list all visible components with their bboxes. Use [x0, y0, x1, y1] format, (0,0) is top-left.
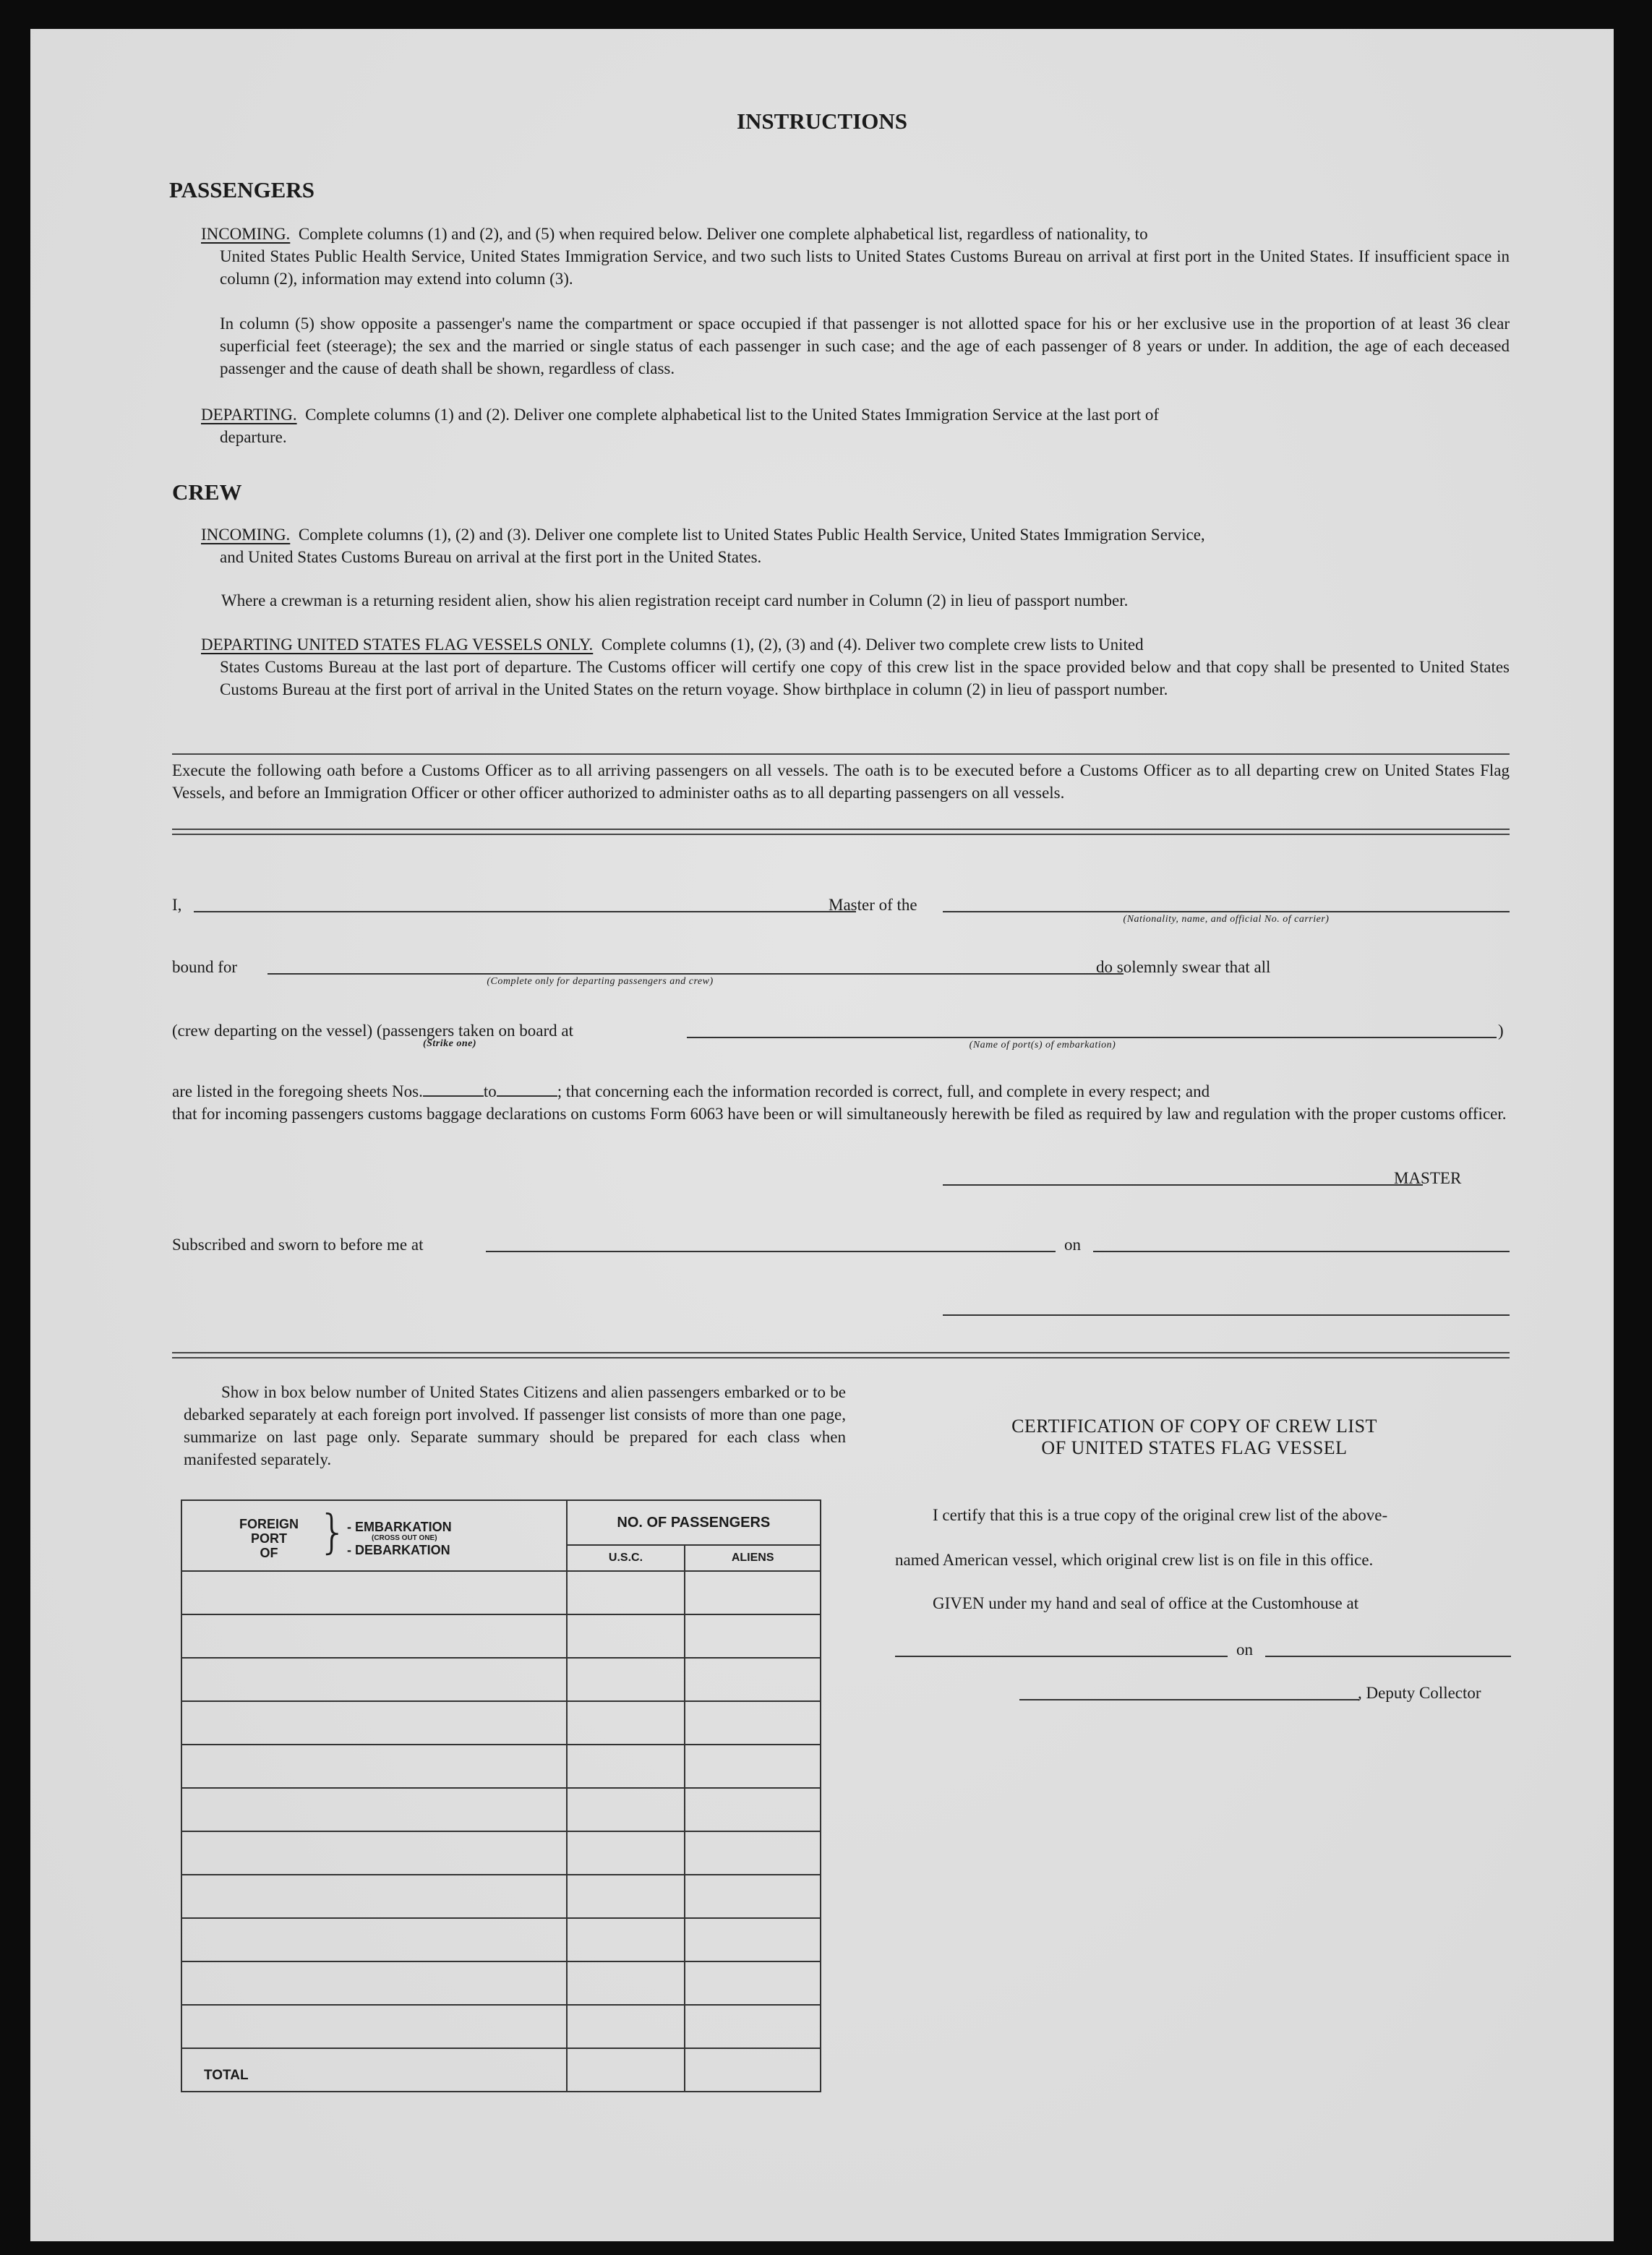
double-rule-2	[172, 1352, 1510, 1358]
resident-alien-note: Where a crewman is a returning resident alien, show his alien registration receipt card number in Column (2) in lieu of passport number.	[221, 591, 1129, 609]
passengers-heading: PASSENGERS	[169, 177, 314, 202]
table-row	[181, 1961, 821, 2005]
aliens-cell[interactable]	[685, 1658, 821, 1701]
port-summary-table	[181, 1499, 821, 2092]
crew-departing-text: Complete columns (1), (2), (3) and (4). Deliver two complete crew lists to United	[601, 636, 1144, 654]
usc-header: U.S.C.	[567, 1545, 685, 1571]
aliens-cell[interactable]	[685, 1961, 821, 2005]
table-row	[181, 1658, 821, 1701]
crew-heading: CREW	[172, 479, 242, 505]
port-cell[interactable]	[181, 2005, 567, 2048]
table-row	[181, 1918, 821, 1961]
crew-incoming-rest: and United States Customs Bureau on arrival at the first port in the United States.	[220, 548, 762, 566]
page-title: INSTRUCTIONS	[736, 108, 907, 134]
divider-line	[172, 753, 1510, 755]
usc-total-cell[interactable]	[567, 2048, 685, 2092]
aliens-cell[interactable]	[685, 1788, 821, 1831]
certification-on-label: on	[1236, 1640, 1253, 1659]
subscribed-label: Subscribed and sworn to before me at	[172, 1236, 424, 1254]
sworn-place-field[interactable]	[486, 1251, 1056, 1252]
crew-incoming-text: Complete columns (1), (2) and (3). Deliver one complete list to United States Public Health Service, United States Immigration Service,	[298, 526, 1205, 544]
crew-departing-label: DEPARTING UNITED STATES FLAG VESSELS ONLY.	[201, 636, 594, 654]
embarkation-label: - EMBARKATION	[347, 1520, 452, 1534]
listed-to: to	[483, 1082, 497, 1100]
port-cell[interactable]	[181, 1701, 567, 1745]
table-row	[181, 1614, 821, 1658]
total-row	[181, 2048, 821, 2092]
aliens-cell[interactable]	[685, 1571, 821, 1614]
crew-departing-line1	[201, 633, 1510, 656]
listed-text-b: ; that concerning each the information recorded is correct, full, and complete in every respect; and	[557, 1082, 1210, 1100]
table-row	[181, 1831, 821, 1875]
usc-cell[interactable]	[567, 1701, 685, 1745]
crew-departing-option: (crew departing on the vessel) (passengers taken on board at	[172, 1022, 573, 1040]
port-cell[interactable]	[181, 1658, 567, 1701]
given-line: GIVEN under my hand and seal of office at the Customhouse at	[933, 1594, 1359, 1612]
document-sheet	[30, 29, 1614, 2241]
sheet-to-field[interactable]	[497, 1095, 557, 1097]
deputy-collector-label: , Deputy Collector	[1358, 1684, 1481, 1702]
oath-instructions: Execute the following oath before a Customs Officer as to all arriving passengers on all vessels. The oath is to be executed before a Customs Officer as to all departing crew on United States Flag Vessels, and before an Immigration Officer or other officer authorized to administer oaths as to all departing passengers on all vessels.	[172, 761, 1510, 802]
port-cell[interactable]	[181, 1961, 567, 2005]
listed-line	[172, 1080, 1510, 1103]
certification-date-field[interactable]	[1265, 1656, 1511, 1657]
embarkation-caption: (Name of port(s) of embarkation)	[969, 1040, 1116, 1051]
total-label: TOTAL	[181, 2048, 567, 2092]
foreign-port-of	[226, 1517, 312, 1560]
master-of-the-label: Master of the	[829, 896, 917, 914]
debarkation-label: - DEBARKATION	[347, 1543, 450, 1557]
usc-cell[interactable]	[567, 1961, 685, 2005]
table-row	[181, 1701, 821, 1745]
usc-cell[interactable]	[567, 1745, 685, 1788]
sheet-from-field[interactable]	[423, 1095, 484, 1097]
sworn-date-field[interactable]	[1093, 1251, 1510, 1252]
double-rule	[172, 829, 1510, 835]
passengers-incoming-label: INCOMING.	[201, 225, 291, 243]
certification-title-line2: OF UNITED STATES FLAG VESSEL	[1041, 1437, 1348, 1458]
aliens-cell[interactable]	[685, 1745, 821, 1788]
passengers-departing-line1	[201, 403, 1510, 426]
brace-icon: }	[318, 1506, 348, 1559]
customhouse-field[interactable]	[895, 1656, 1228, 1657]
master-name-field[interactable]	[194, 911, 856, 912]
of-label: OF	[260, 1546, 278, 1560]
usc-cell[interactable]	[567, 1788, 685, 1831]
aliens-cell[interactable]	[685, 1918, 821, 1961]
aliens-total-cell[interactable]	[685, 2048, 821, 2092]
aliens-cell[interactable]	[685, 1701, 821, 1745]
passengers-departing-label: DEPARTING.	[201, 406, 297, 424]
aliens-cell[interactable]	[685, 1875, 821, 1918]
usc-cell[interactable]	[567, 1875, 685, 1918]
usc-cell[interactable]	[567, 1571, 685, 1614]
oath-i-label: I,	[172, 896, 182, 914]
port-header-cell	[181, 1500, 567, 1571]
no-of-passengers-header: NO. OF PASSENGERS	[567, 1500, 821, 1545]
port-cell[interactable]	[181, 1831, 567, 1875]
port-cell[interactable]	[181, 1571, 567, 1614]
master-label: MASTER	[1394, 1169, 1462, 1187]
carrier-caption: (Nationality, name, and official No. of carrier)	[1123, 914, 1330, 925]
crew-incoming-label: INCOMING.	[201, 526, 291, 544]
certification-title-line1: CERTIFICATION OF COPY OF CREW LIST	[1011, 1416, 1377, 1437]
table-row	[181, 2005, 821, 2048]
foreign-label: FOREIGN	[239, 1517, 299, 1531]
carrier-field[interactable]	[943, 911, 1510, 912]
aliens-cell[interactable]	[685, 1614, 821, 1658]
usc-cell[interactable]	[567, 1658, 685, 1701]
usc-cell[interactable]	[567, 1918, 685, 1961]
port-cell[interactable]	[181, 1614, 567, 1658]
swear-label: do solemnly swear that all	[1096, 958, 1271, 976]
listed-text-a: are listed in the foregoing sheets Nos.	[172, 1082, 423, 1100]
port-cell[interactable]	[181, 1788, 567, 1831]
crew-incoming-line1	[201, 523, 1510, 546]
table-row	[181, 1571, 821, 1614]
listed-rest: that for incoming passengers customs baggage declarations on customs Form 6063 have been or will simultaneously herewith be filed as required by law and regulation with the proper customs officer.	[172, 1105, 1507, 1123]
certify-line1: I certify that this is a true copy of the original crew list of the above-	[933, 1506, 1388, 1524]
strike-one-caption: (Strike one)	[422, 1038, 477, 1049]
column5-note: In column (5) show opposite a passenger's name the compartment or space occupied if that passenger is not allotted space for his or her exclusive use in the proportion of at least 36 clear superficial feet (steerage); the sex and the married or single status of each passenger in such case; and the age of each passenger of 8 years or under. In addition, the age of each deceased passenger and the cause of death shall be shown, regardless of class.	[220, 314, 1510, 377]
port-cell[interactable]	[181, 1875, 567, 1918]
summary-note: Show in box below number of United States Citizens and alien passengers embarked or to be debarked separately at each foreign port involved. If passenger list consists of more than one page, summarize on last page only. Separate summary should be prepared for each class when manifested separately.	[184, 1383, 846, 1468]
passengers-incoming-line1	[201, 223, 1510, 245]
bound-for-label: bound for	[172, 958, 238, 976]
deputy-signature-field[interactable]	[1019, 1699, 1359, 1700]
port-label: PORT	[250, 1531, 287, 1546]
port-cell[interactable]	[181, 1918, 567, 1961]
passengers-incoming-text: Complete columns (1) and (2), and (5) when required below. Deliver one complete alphabetical list, regardless of nationality, to	[298, 225, 1148, 243]
bound-for-caption: (Complete only for departing passengers and crew)	[487, 976, 714, 987]
passengers-departing-rest: departure.	[220, 428, 287, 446]
aliens-cell[interactable]	[685, 1831, 821, 1875]
bound-for-field[interactable]	[268, 973, 1124, 975]
usc-cell[interactable]	[567, 2005, 685, 2048]
table-row	[181, 1875, 821, 1918]
passengers-incoming-rest: United States Public Health Service, United States Immigration Service, and two such lists to United States Customs Bureau on arrival at first port in the United States. If insufficient space in column (2), information may extend into column (3).	[220, 247, 1510, 288]
aliens-header: ALIENS	[685, 1545, 821, 1571]
aliens-cell[interactable]	[685, 2005, 821, 2048]
certify-line2: named American vessel, which original crew list is on file in this office.	[895, 1551, 1374, 1569]
embarkation-port-field[interactable]	[687, 1037, 1497, 1038]
sworn-on-label: on	[1064, 1236, 1081, 1254]
cross-out-one-label: (CROSS OUT ONE)	[372, 1534, 437, 1542]
usc-cell[interactable]	[567, 1614, 685, 1658]
usc-cell[interactable]	[567, 1831, 685, 1875]
port-cell[interactable]	[181, 1745, 567, 1788]
master-signature-field[interactable]	[943, 1184, 1423, 1186]
certification-title	[883, 1416, 1505, 1459]
crew-departing-rest: States Customs Bureau at the last port of departure. The Customs officer will certify one copy of this crew list in the space provided below and that copy shall be presented to United States Customs Bureau at the first port of arrival in the United States on the return voyage. Show birthplace in column (2) in lieu of passport number.	[220, 658, 1510, 698]
passengers-departing-text: Complete columns (1) and (2). Deliver one complete alphabetical list to the United States Immigration Service at the last port of	[305, 406, 1160, 424]
table-row	[181, 1788, 821, 1831]
officer-signature-field[interactable]	[943, 1314, 1510, 1316]
close-paren: )	[1498, 1022, 1504, 1040]
table-row	[181, 1745, 821, 1788]
